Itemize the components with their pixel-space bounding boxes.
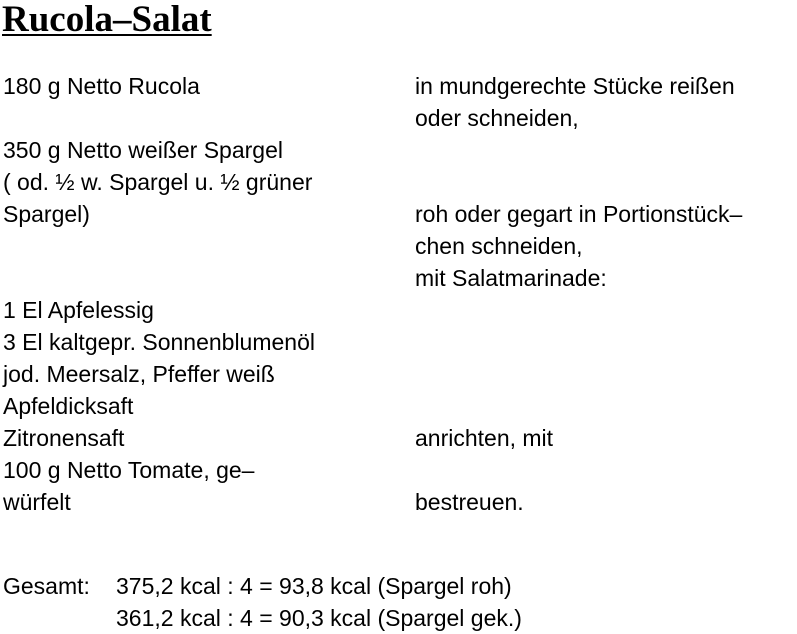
ingredient-line: ( od. ½ w. Spargel u. ½ grüner [3,169,313,195]
instruction-line: oder schneiden, [415,105,579,131]
totals-label: Gesamt: [3,573,90,599]
ingredient-line: 1 El Apfelessig [3,297,154,323]
totals-line-raw: 375,2 kcal : 4 = 93,8 kcal (Spargel roh) [116,573,512,599]
instruction-line: in mundgerechte Stücke reißen [415,73,735,99]
ingredient-line: Spargel) [3,201,90,227]
instruction-line: chen schneiden, [415,233,583,259]
instruction-line: roh oder gegart in Portionstück– [415,201,743,227]
ingredient-line: 350 g Netto weißer Spargel [3,137,283,163]
ingredients-column [3,70,315,518]
ingredient-line: würfelt [3,489,71,515]
ingredient-line: 100 g Netto Tomate, ge– [3,457,255,483]
ingredient-line: Zitronensaft [3,425,125,451]
instruction-line: anrichten, mit [415,425,554,451]
calorie-totals [3,570,522,634]
instruction-line: mit Salatmarinade: [415,265,607,291]
ingredient-line: 180 g Netto Rucola [3,73,200,99]
ingredient-line: jod. Meersalz, Pfeffer weiß [3,361,275,387]
recipe-title: Rucola–Salat [2,0,212,40]
ingredient-line: 3 El kaltgepr. Sonnenblumenöl [3,329,315,355]
instructions-column [415,70,742,518]
totals-line-cooked: 361,2 kcal : 4 = 90,3 kcal (Spargel gek.) [116,605,522,631]
instruction-line: bestreuen. [415,489,524,515]
ingredient-line: Apfeldicksaft [3,393,134,419]
